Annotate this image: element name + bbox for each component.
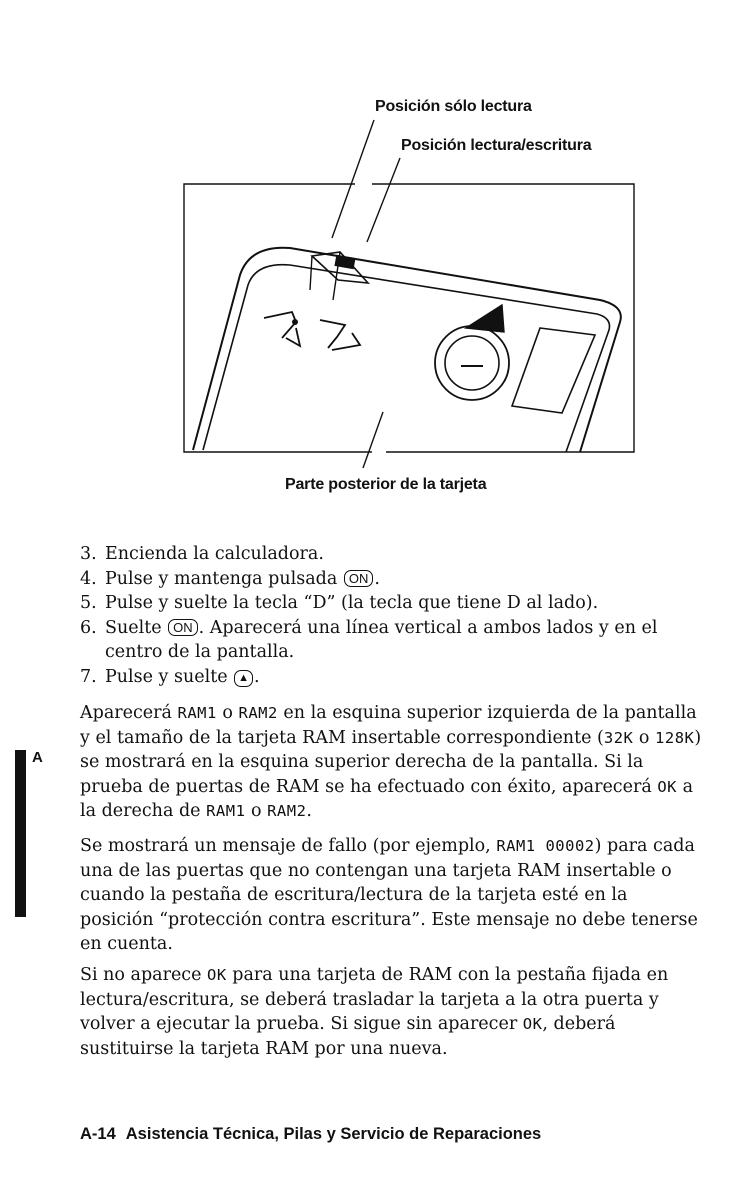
page-number: A-14 [80,1125,116,1143]
card-inner-edge [203,265,610,452]
display-text: RAM1 00002 [496,837,595,855]
label-read-write-position: Posición lectura/escritura [401,137,592,154]
label-read-only-position: Posición sólo lectura [375,98,532,115]
step-number: 5. [80,593,97,614]
step-number: 6. [80,617,97,638]
paragraph-result: Aparecerá RAM1 o RAM2 en la esquina superior izquierda de la pantalla y el tamaño de la tarjeta RAM insertable correspondiente (32K o 128K) se mostrará en la esquina superior derecha de la pantalla. Si la prueba de puertas de RAM se ha efectuado con éxito, aparecerá OK a la derecha de RAM1 o RAM2. [80,703,702,822]
card-circle-outer [435,326,509,400]
up-arrow-key-icon: ▲ [234,670,253,687]
list-item [80,665,700,690]
slide-arrow-icon [264,312,300,346]
list-item [80,616,700,665]
display-text: OK [522,1015,543,1034]
page-footer [80,1125,541,1144]
list-item [80,567,700,592]
step-text: Encienda la calculadora. [105,544,324,564]
paragraph-failure: Se mostrará un mensaje de fallo (por ejemplo, RAM1 00002) para cada una de las puertas que no contengan una tarjeta RAM insertable o cuando la pestaña de escritura/lectura de la tarjeta esté en la posición “protección contra escritura”. Este mensaje no debe tenerse en cuenta. [80,836,698,955]
display-text: OK [207,966,227,984]
paragraph-retry: Si no aparece OK para una tarjeta de RAM con la pestaña fijada en lectura/escritura, se deberá trasladar la tarjeta a la otra puerta y volver a ejecutar la prueba. Si sigue sin aparecer OK, deberá sustituirse la tarjeta RAM por una nueva. [80,965,669,1059]
pointer-read-only [332,120,374,238]
display-text: RAM2 [238,704,278,722]
section-marker-letter: A [32,749,43,766]
steps-list [80,542,700,690]
ram-card-diagram [0,0,756,520]
card-window [512,328,595,413]
display-text: RAM1 [206,802,246,821]
card-outline [193,248,621,452]
step-text: Pulse y suelte ▲ . [105,666,260,687]
step-text: Pulse y suelte la tecla “D” (la tecla que tiene D al lado). [105,593,599,614]
section-marker-bar [15,750,26,917]
display-text: 128K [655,728,695,747]
display-text: OK [657,777,678,796]
display-text: RAM2 [267,802,307,821]
step-number: 4. [80,568,97,589]
card-circle-inner [445,336,499,390]
list-item [80,542,700,567]
display-text: 32K [603,728,634,747]
step-number: 7. [80,666,97,687]
pointer-back [363,412,383,468]
step-text: Suelte ON . Aparecerá una línea vertical a ambos lados y en el centro de la pantalla. [105,617,658,663]
step-text: Pulse y mantenga pulsada ON . [105,568,380,589]
chapter-title: Asistencia Técnica, Pilas y Servicio de Reparaciones [125,1125,542,1143]
display-text: RAM1 [177,704,217,722]
list-item [80,591,700,616]
slide-arrow-icon-2 [320,320,360,350]
figure-frame [184,184,372,452]
on-key-icon: ON [344,570,374,587]
pointer-read-write [367,158,400,242]
step-number: 3. [80,544,97,564]
label-card-back: Parte posterior de la tarjeta [285,476,487,493]
on-key-icon: ON [168,619,198,636]
